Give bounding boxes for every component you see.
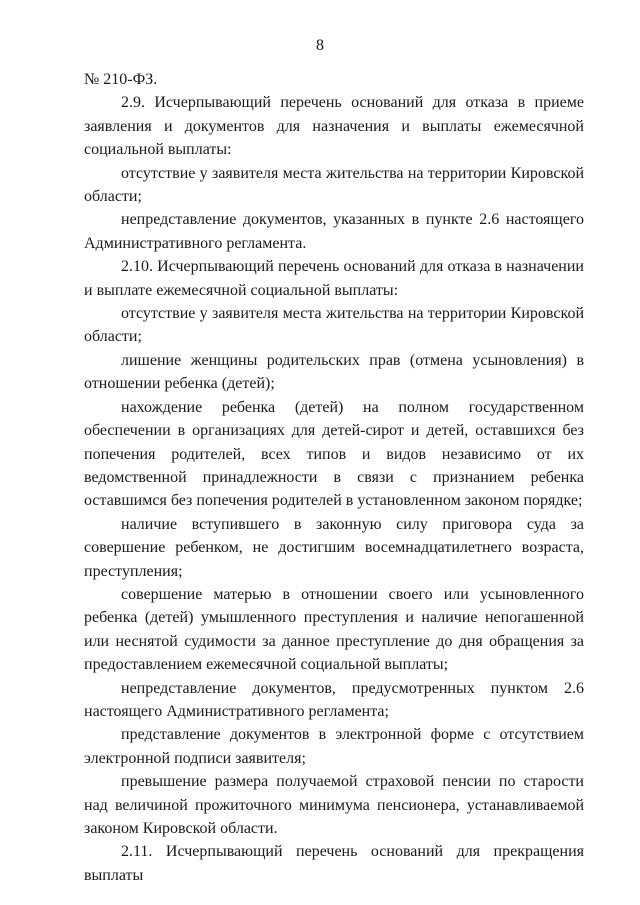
section-2-10-item-2: лишение женщины родительских прав (отмена усыновления) в отношении ребенка (детей); — [84, 351, 584, 393]
section-2-9-item-2: непредставление документов, указанных в пункте 2.6 настоящего Административного регламента. — [84, 211, 584, 252]
section-2-10-item-6: непредставление документов, предусмотренных пунктом 2.6 настоящего Административного регламента; — [84, 679, 584, 720]
section-2-10-item-5: совершение матерью в отношении своего или усыновленного ребенка (детей) умышленного преступления и наличие непогашенной или неснятой судимости за данное преступление до дня обращения за предоставлением ежемесячной социальной выплаты; — [84, 585, 584, 674]
section-2-10-item-3: нахождение ребенка (детей) на полном государственном обеспечении в организациях для детей-сирот и детей, оставшихся без попечения родителей, всех типов и видов независимо от их ведомственной принадлежности в связи с признанием ребенка оставшимся без попечения родителей в установленном законом порядке; — [84, 398, 584, 510]
section-2-10-item-1: отсутствие у заявителя места жительства на территории Кировской области; — [84, 305, 584, 346]
section-2-11-heading: 2.11. Исчерпывающий перечень оснований для прекращения выплаты — [84, 843, 584, 884]
section-2-10-item-7: представление документов в электронной форме с отсутствием электронной подписи заявителя; — [84, 726, 584, 767]
section-2-9-heading: 2.9. Исчерпывающий перечень оснований для отказа в приеме заявления и документов для назначения и выплаты ежемесячной социальной выплаты: — [84, 94, 584, 159]
section-2-10-item-4: наличие вступившего в законную силу приговора суда за совершение ребенком, не достигшим восемнадцатилетнего возраста, преступления; — [84, 515, 584, 580]
page-number: 8 — [316, 37, 324, 54]
section-2-9-item-1: отсутствие у заявителя места жительства на территории Кировской области; — [84, 164, 584, 206]
section-2-10-item-8: превышение размера получаемой страховой пенсии по старости над величиной прожиточного минимума пенсионера, устанавливаемой законом Кировской области. — [84, 773, 584, 837]
document-body — [84, 68, 584, 887]
section-2-10-heading: 2.10. Исчерпывающий перечень оснований для отказа в назначении и выплате ежемесячной социальной выплаты: — [84, 258, 584, 299]
law-reference-tail: № 210-ФЗ. — [84, 71, 158, 88]
